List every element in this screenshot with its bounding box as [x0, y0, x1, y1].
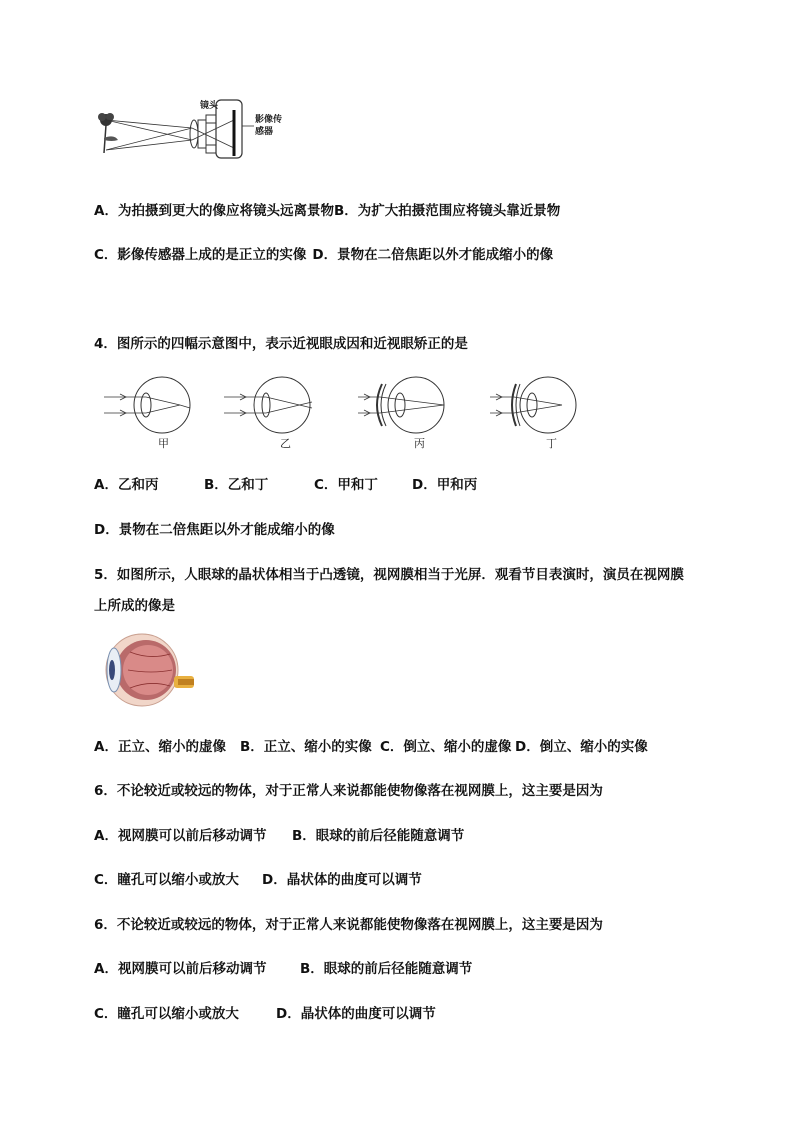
eye-diagram-jia	[104, 377, 190, 450]
q5-option-c[interactable]: C．倒立、缩小的虚像	[380, 739, 512, 755]
q3-option-b[interactable]: B．为扩大拍摄范围应将镜头靠近景物	[333, 203, 561, 219]
q6a-options-row1	[94, 824, 464, 844]
eye-diagrams	[100, 372, 600, 452]
q5-stem-line1: 5．如图所示，人眼球的晶状体相当于凸透镜，视网膜相当于光屏．观看节目表演时，演员在视网膜	[94, 567, 684, 583]
label-jia: 甲	[158, 437, 169, 450]
q3-option-a[interactable]: A．为拍摄到更大的像应将镜头远离景物	[94, 203, 334, 219]
q4-stem: 4．图所示的四幅示意图中，表示近视眼成因和近视眼矫正的是	[94, 336, 468, 352]
q6a-stem: 6．不论较近或较远的物体，对于正常人来说都能使物像落在视网膜上，这主要是因为	[94, 783, 603, 799]
q6b-options-row1	[94, 957, 472, 977]
q3-option-d[interactable]: D．景物在二倍焦距以外才能成缩小的像	[312, 247, 554, 263]
q6b-option-d[interactable]: D．晶状体的曲度可以调节	[276, 1006, 436, 1022]
q4-option-d[interactable]: D．甲和丙	[412, 477, 478, 493]
q4-option-c[interactable]: C．甲和丁	[314, 477, 378, 493]
q6b-option-c[interactable]: C．瞳孔可以缩小或放大	[94, 1006, 239, 1022]
q3-option-c[interactable]: C．影像传感器上成的是正立的实像	[94, 247, 307, 263]
q5-option-d[interactable]: D．倒立、缩小的实像	[515, 739, 648, 755]
eye-diagram-bing	[358, 377, 444, 450]
q4-option-b[interactable]: B．乙和丁	[204, 477, 269, 493]
q4-extra-option: D．景物在二倍焦距以外才能成缩小的像	[94, 522, 335, 538]
q3-options-row2	[94, 243, 553, 263]
sensor-label-2: 感器	[255, 127, 274, 137]
q3-options-row1	[94, 199, 560, 219]
label-yi: 乙	[280, 437, 291, 450]
lens-label: 镜头	[200, 101, 219, 111]
q6b-options-row2	[94, 1002, 436, 1022]
eyeball-illustration	[100, 630, 196, 710]
eye-diagram-ding	[490, 377, 576, 450]
label-bing: 丙	[414, 437, 425, 450]
q6a-option-c[interactable]: C．瞳孔可以缩小或放大	[94, 872, 239, 888]
q5-options	[94, 735, 648, 755]
q5-option-b[interactable]: B．正立、缩小的实像	[240, 739, 372, 755]
q4-option-a[interactable]: A．乙和丙	[94, 477, 159, 493]
sensor-label-1: 影像传	[255, 115, 283, 125]
label-ding: 丁	[546, 437, 557, 450]
q6a-option-b[interactable]: B．眼球的前后径能随意调节	[292, 828, 465, 844]
q6a-option-a[interactable]: A．视网膜可以前后移动调节	[94, 828, 267, 844]
flower-object-icon	[98, 113, 118, 153]
q5-option-a[interactable]: A．正立、缩小的虚像	[94, 739, 226, 755]
q6b-option-b[interactable]: B．眼球的前后径能随意调节	[300, 961, 473, 977]
camera-diagram	[94, 98, 294, 160]
q5-stem-line2: 上所成的像是	[94, 598, 175, 614]
q6a-option-d[interactable]: D．晶状体的曲度可以调节	[262, 872, 422, 888]
q6a-options-row2	[94, 868, 422, 888]
q6b-option-a[interactable]: A．视网膜可以前后移动调节	[94, 961, 267, 977]
q4-options	[94, 473, 477, 493]
q6b-stem: 6．不论较近或较远的物体，对于正常人来说都能使物像落在视网膜上，这主要是因为	[94, 917, 603, 933]
eye-diagram-yi	[224, 377, 312, 450]
